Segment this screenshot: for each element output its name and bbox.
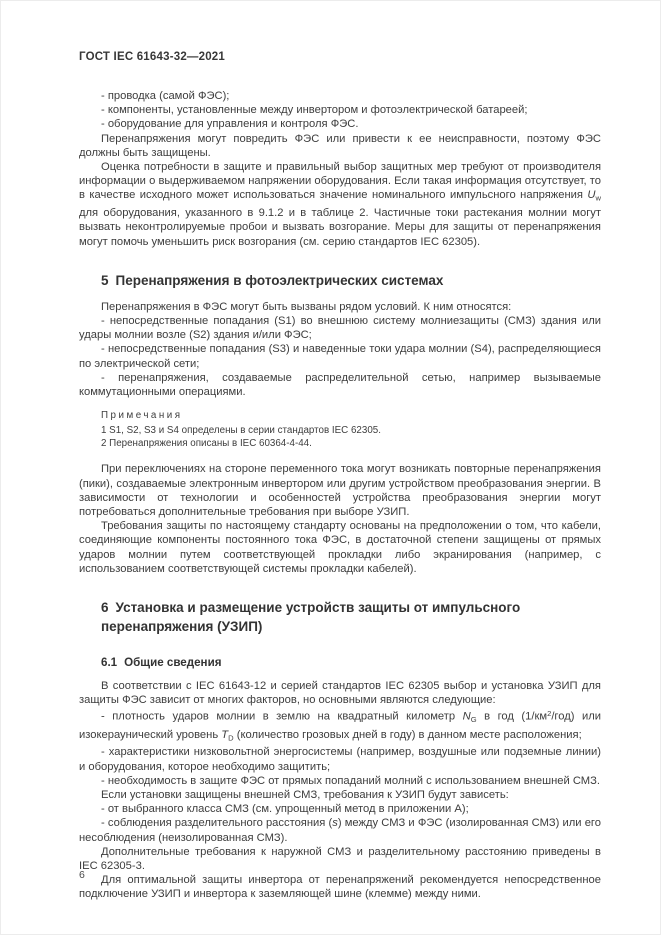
list-item: - соблюдения разделительного расстояния (s) между СМЗ и ФЭС (изолированная СМЗ) или его несоблюдения (неизолированная СМЗ). <box>79 817 601 844</box>
notes-block <box>79 409 601 450</box>
list-item: - компоненты, установленные между инвертором и фотоэлектрической батареей; <box>101 104 528 117</box>
page-number: 6 <box>79 869 85 881</box>
list-item: - от выбранного класса СМЗ (см. упрощенный метод в приложении А); <box>101 803 469 816</box>
note-item: 2 Перенапряжения описаны в IEC 60364-4-44. <box>101 437 312 449</box>
paragraph: Для оптимальной защиты инвертора от перенапряжений рекомендуется непосредственное подключение УЗИП и инвертора к заземляющей шине (клемме) между ними. <box>79 874 601 901</box>
paragraph: Перенапряжения могут повредить ФЭС или привести к ее неисправности, поэтому ФЭС должны быть защищены. <box>79 132 601 159</box>
section-number: 6 <box>101 600 109 615</box>
section-6-1-heading <box>79 656 601 670</box>
section-5-heading <box>79 271 601 290</box>
list-item: - непосредственные попадания (S3) и наведенные токи удара молнии (S4), распределяющиеся по электрической сети; <box>79 343 601 370</box>
section-title: Перенапряжения в фотоэлектрических системах <box>115 272 444 288</box>
note-item: 1 S1, S2, S3 и S4 определены в серии стандартов IEC 62305. <box>101 424 381 436</box>
notes-label: Примечания <box>101 410 183 422</box>
running-header: ГОСТ IEC 61643-32—2021 <box>79 51 225 63</box>
list-item: - непосредственные попадания (S1) во внешнюю систему молниезащиты (СМЗ) здания или удары молнии возле (S2) здания и/или ФЭС; <box>79 314 601 342</box>
paragraph: В соответствии с IEC 61643-12 и серией стандартов IEC 62305 выбор и установка УЗИП для защиты ФЭС зависит от многих факторов, но основными являются следующие: <box>79 680 601 707</box>
list-item: - проводка (самой ФЭС); <box>101 90 230 102</box>
list-item: - перенапряжения, создаваемые распределительной сетью, например вызываемые коммутационными операциями. <box>79 371 601 398</box>
paragraph: Оценка потребности в защите и правильный выбор защитных мер требуют от производителя информации о выдерживаемом напряжении оборудования. Если такая информация отсутствует, то в качестве исходного может использоваться значение номинального импульсного напряжения $U_w$ для оборудования, указанного в 9.1.2 и в таблице 2. Частичные токи растекания молнии могут вызвать неконтролируемые пробои и вызвать возгорание. Меры для защиты от перенапряжения могут помочь уменьшить риск возгорания (см. серию стандартов IEC 62305). <box>79 161 601 248</box>
list-item: - оборудование для управления и контроля ФЭС. <box>101 118 359 131</box>
subsection-number: 6.1 <box>101 656 118 669</box>
paragraph: Дополнительные требования к наружной СМЗ и разделительному расстоянию приведены в IEC 62305-3. <box>79 845 601 872</box>
section-title: Установка и размещение устройств защиты от импульсного перенапряжения (УЗИП) <box>101 600 521 634</box>
subsection-title: Общие сведения <box>124 656 222 669</box>
list-item: - необходимость в защите ФЭС от прямых попаданий молний с использованием внешней СМЗ. <box>101 774 600 787</box>
list-item: - характеристики низковольтной энергосистемы (например, воздушные или подземные линии) и оборудования, которое необходимо защитить; <box>79 746 601 773</box>
paragraph: При переключениях на стороне переменного тока могут возникать повторные перенапряжения (пики), создаваемые электронным инвертором или другим устройством преобразования энергии. В зависимости от технологии и особенностей устройства преобразования энергии могут потребоваться дополнительные требования при выборе УЗИП. <box>79 463 601 518</box>
page-content <box>79 51 601 902</box>
section-number: 5 <box>101 272 109 288</box>
paragraph: Перенапряжения в ФЭС могут быть вызваны рядом условий. К ним относятся: <box>101 300 512 313</box>
list-item: - плотность ударов молнии в землю на квадратный километр $N_G$ в год $(1/км^2/год)$ или изокераунический уровень $T_D$ (количество грозовых дней в году) в данном месте расположения; <box>79 709 602 743</box>
paragraph: Если установки защищены внешней СМЗ, требования к УЗИП будут зависеть: <box>101 788 509 801</box>
paragraph: Требования защиты по настоящему стандарту основаны на предположении о том, что кабели, соединяющие компоненты постоянного тока ФЭС, в достаточной степени защищены от прямых ударов молнии путем соответствующей прокладки либо экранирования (например, с использованием соответствующей системы прокладки кабелей). <box>79 520 601 575</box>
section-6-heading <box>79 598 563 636</box>
